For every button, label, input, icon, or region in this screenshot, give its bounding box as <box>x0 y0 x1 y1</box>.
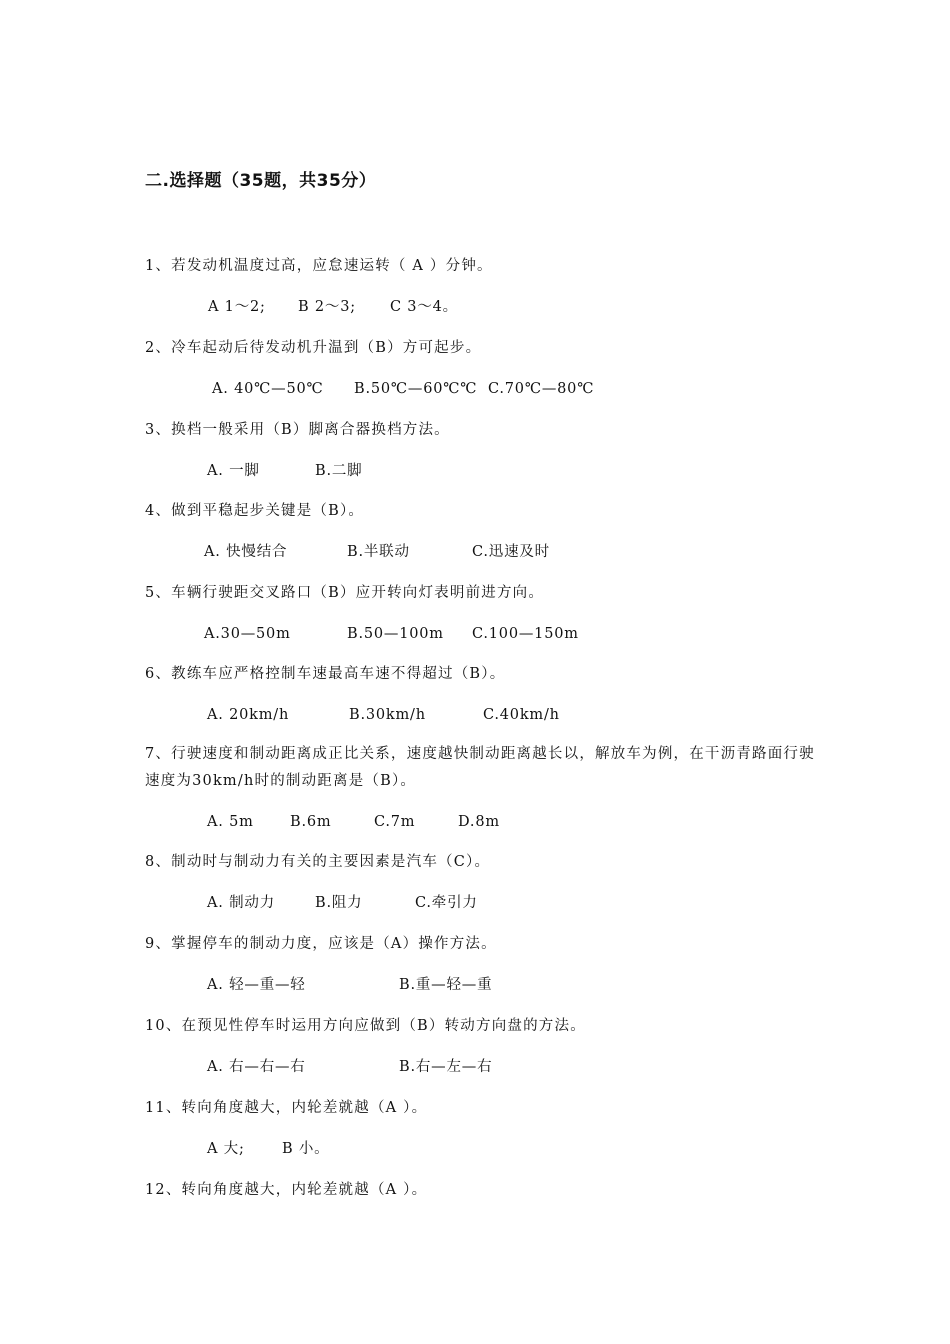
option-b: B.6m <box>290 814 332 830</box>
option-a: A. 5m <box>207 814 254 830</box>
option-b: B.半联动 <box>347 544 410 560</box>
option-b: B.30km/h <box>349 707 426 723</box>
option-a: A 大; <box>207 1141 245 1157</box>
option-c: C.7m <box>374 814 416 830</box>
question-10: 10、在预见性停车时运用方向应做到（B）转动方向盘的方法。 <box>145 1018 586 1034</box>
question-9: 9、掌握停车的制动力度，应该是（A）操作方法。 <box>145 936 497 952</box>
option-b: B.二脚 <box>315 463 363 479</box>
option-a: A.30—50m <box>204 626 291 642</box>
option-c: C 3～4。 <box>390 299 458 315</box>
section-title: 二.选择题（35题，共35分） <box>145 171 377 191</box>
option-b: B 2～3; <box>298 299 356 315</box>
question-3: 3、换档一般采用（B）脚离合器换档方法。 <box>145 422 450 438</box>
option-b: B.50℃—60℃℃ <box>354 381 478 397</box>
question-4: 4、做到平稳起步关键是（B）。 <box>145 503 365 519</box>
option-b: B.阻力 <box>315 895 363 911</box>
option-c: C.迅速及时 <box>472 544 550 560</box>
question-2: 2、冷车起动后待发动机升温到（B）方可起步。 <box>145 340 482 356</box>
question-1: 1、若发动机温度过高，应怠速运转（ A ）分钟。 <box>145 258 493 274</box>
option-a: A. 右—右—右 <box>207 1059 306 1075</box>
option-c: C.100—150m <box>472 626 579 642</box>
option-b: B.50—100m <box>347 626 444 642</box>
question-11: 11、转向角度越大，内轮差就越（A ）。 <box>145 1100 428 1116</box>
question-7: 7、行驶速度和制动距离成正比关系，速度越快制动距离越长以，解放车为例，在干沥青路面行驶速度为30km/h时的制动距离是（B）。 <box>145 746 815 789</box>
option-c: C.40km/h <box>483 707 560 723</box>
option-a: A 1～2; <box>208 299 266 315</box>
option-a: A. 40℃—50℃ <box>212 381 324 397</box>
question-12: 12、转向角度越大，内轮差就越（A ）。 <box>145 1182 428 1198</box>
option-a: A. 轻—重—轻 <box>207 977 306 993</box>
option-c: C.牵引力 <box>415 895 478 911</box>
option-c: C.70℃—80℃ <box>488 381 595 397</box>
option-a: A. 快慢结合 <box>204 544 288 560</box>
option-b: B.右—左—右 <box>399 1059 493 1075</box>
option-b: B 小。 <box>282 1141 330 1157</box>
question-5: 5、车辆行驶距交叉路口（B）应开转向灯表明前进方向。 <box>145 585 545 601</box>
option-d: D.8m <box>458 814 500 830</box>
question-8: 8、制动时与制动力有关的主要因素是汽车（C）。 <box>145 854 491 870</box>
option-b: B.重—轻—重 <box>399 977 493 993</box>
question-6: 6、教练车应严格控制车速最高车速不得超过（B）。 <box>145 666 506 682</box>
option-a: A. 制动力 <box>207 895 275 911</box>
option-a: A. 20km/h <box>207 707 290 723</box>
option-a: A. 一脚 <box>207 463 260 479</box>
